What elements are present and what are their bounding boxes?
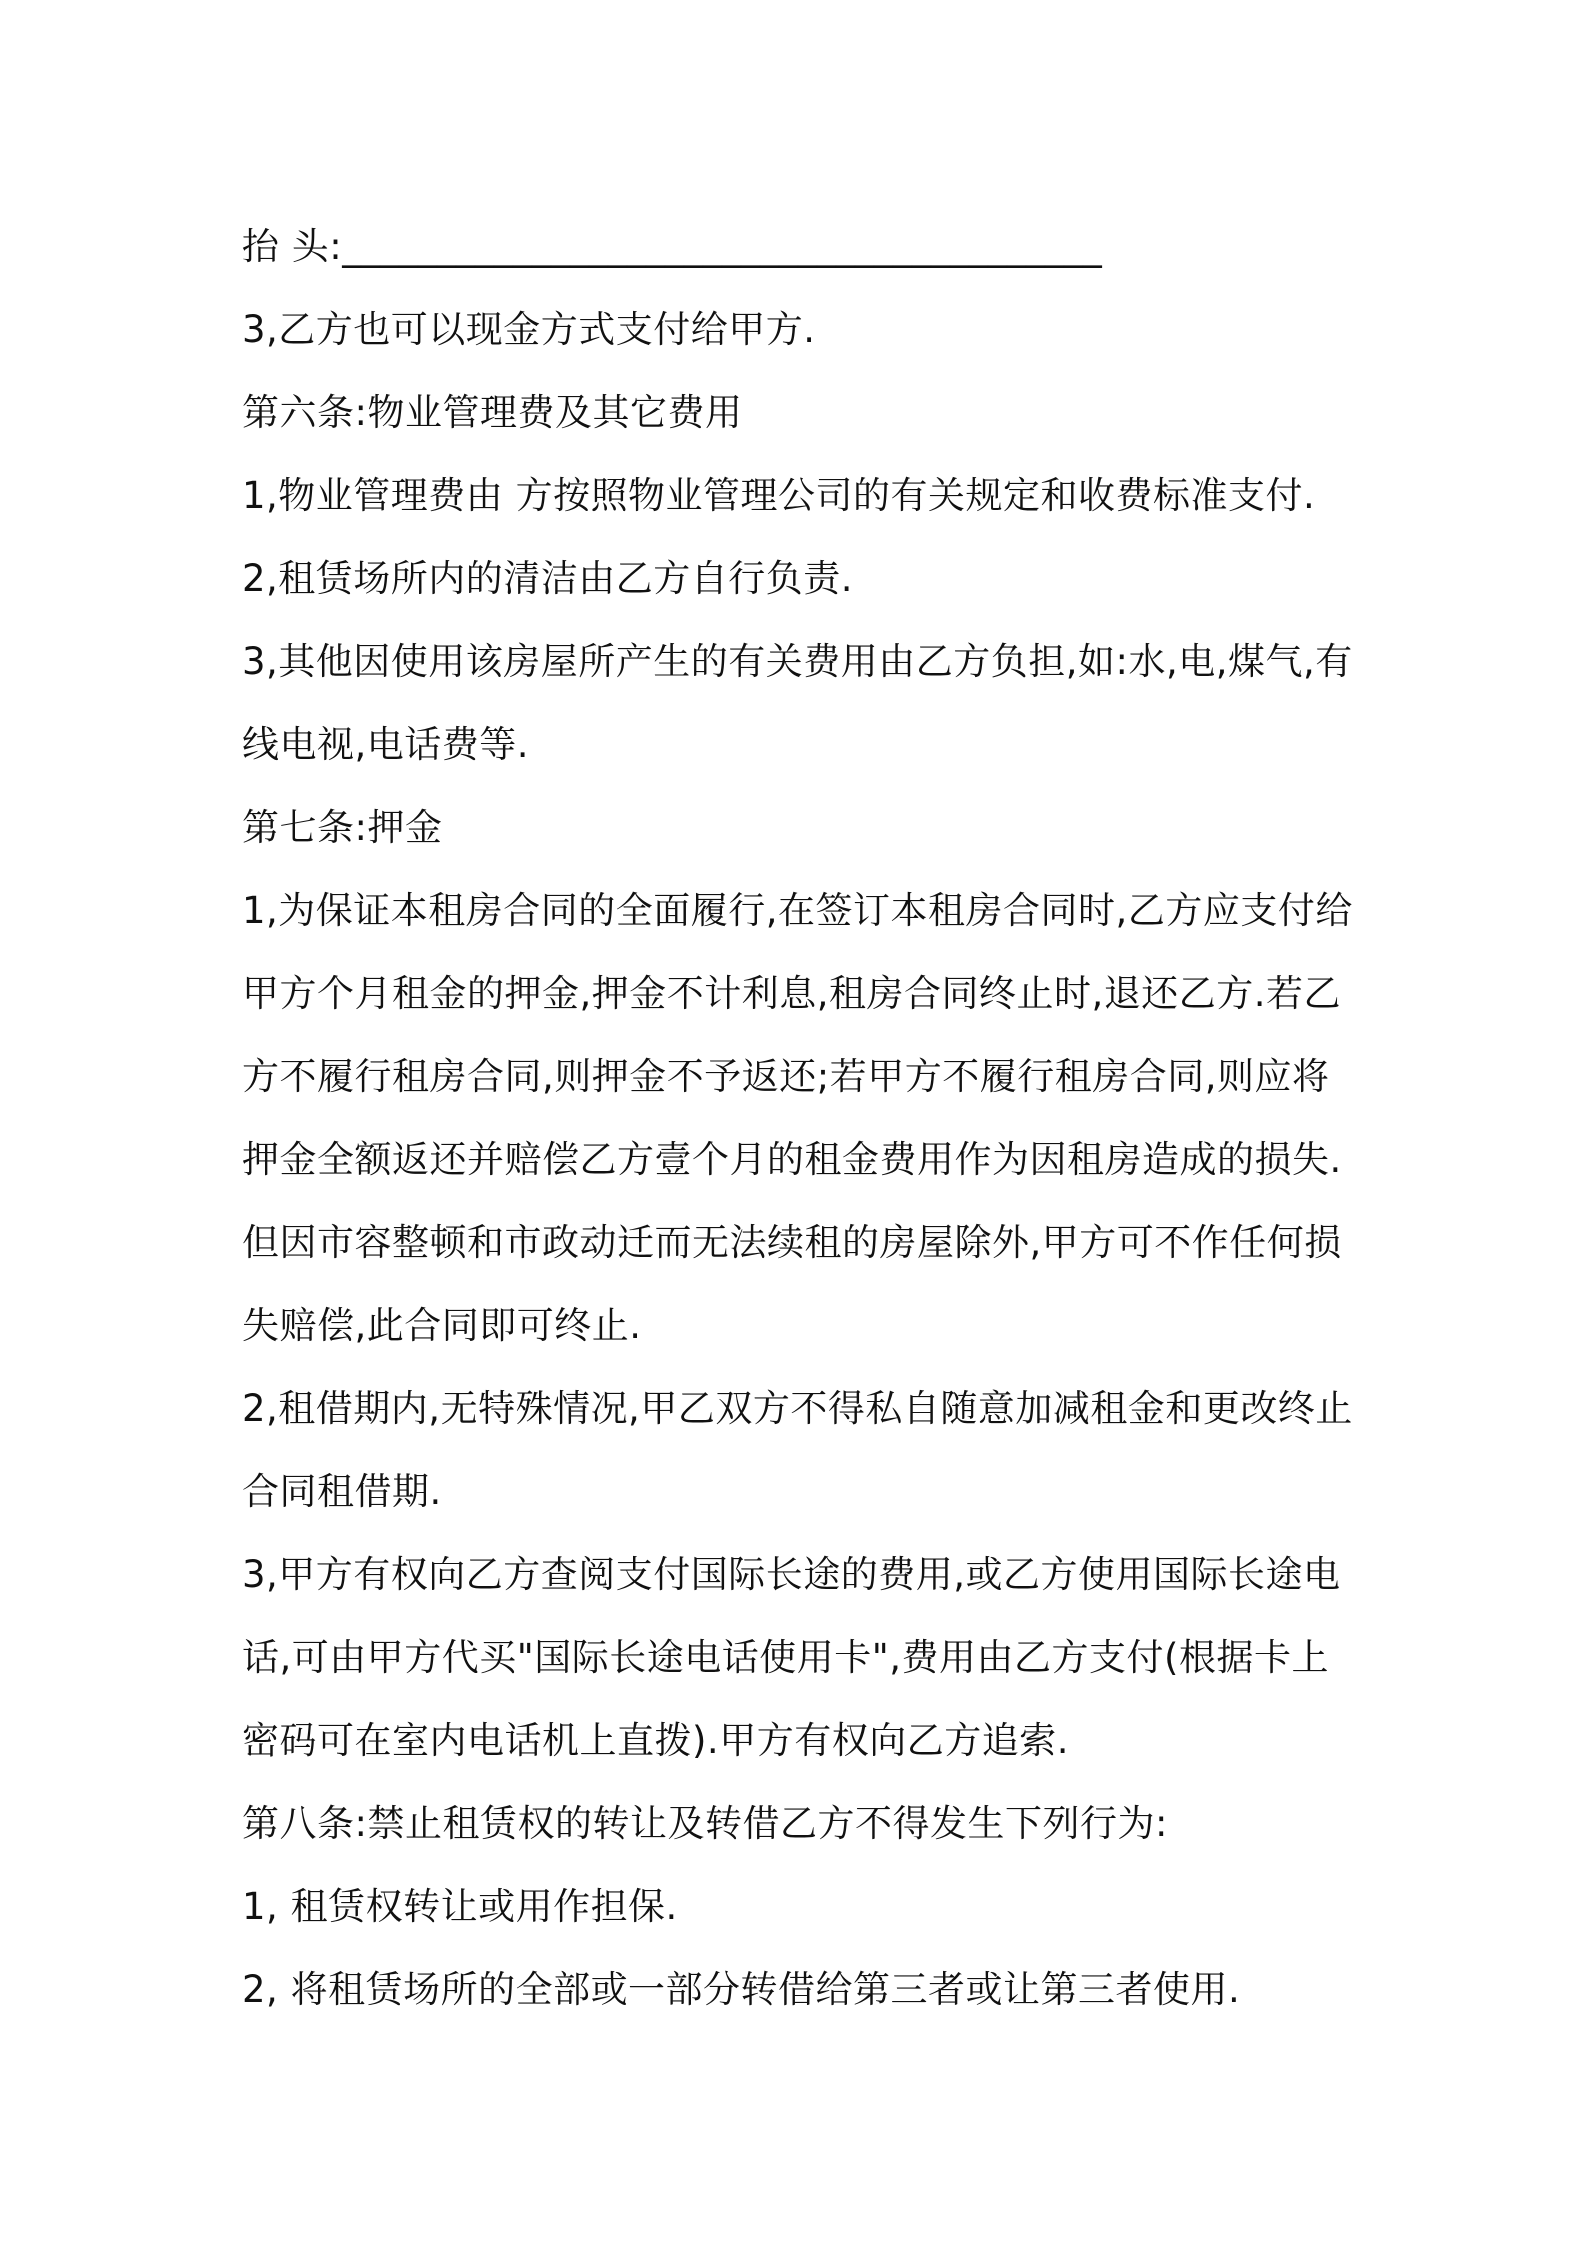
article-7-item-1-line-5: 但因市容整顿和市政动迁而无法续租的房屋除外,甲方可不作任何损 bbox=[242, 1221, 1342, 1264]
article-7-heading: 第七条:押金 bbox=[242, 806, 443, 849]
article-6-item-1: 1,物业管理费由 方按照物业管理公司的有关规定和收费标准支付. bbox=[242, 474, 1316, 517]
article-7-item-1-line-4: 押金全额返还并赔偿乙方壹个月的租金费用作为因租房造成的损失. bbox=[242, 1138, 1342, 1181]
header-line: 抬 头:________________________________________ bbox=[242, 225, 1103, 268]
article-7-item-1-line-2: 甲方个月租金的押金,押金不计利息,租房合同终止时,退还乙方.若乙 bbox=[242, 972, 1342, 1015]
article-6-heading: 第六条:物业管理费及其它费用 bbox=[242, 391, 743, 434]
article-7-item-1-line-6: 失赔偿,此合同即可终止. bbox=[242, 1304, 642, 1347]
article-7-item-2-line-2: 合同租借期. bbox=[242, 1470, 442, 1513]
article-7-item-1-line-3: 方不履行租房合同,则押金不予返还;若甲方不履行租房合同,则应将 bbox=[242, 1055, 1330, 1098]
article-6-item-2: 2,租赁场所内的清洁由乙方自行负责. bbox=[242, 557, 854, 600]
article-7-item-3-line-1: 3,甲方有权向乙方查阅支付国际长途的费用,或乙方使用国际长途电 bbox=[242, 1553, 1341, 1596]
article-8-item-1: 1, 租赁权转让或用作担保. bbox=[242, 1885, 678, 1928]
clause-5-item-3: 3,乙方也可以现金方式支付给甲方. bbox=[242, 308, 816, 351]
article-8-heading: 第八条:禁止租赁权的转让及转借乙方不得发生下列行为: bbox=[242, 1802, 1168, 1845]
article-8-item-2: 2, 将租赁场所的全部或一部分转借给第三者或让第三者使用. bbox=[242, 1968, 1241, 2011]
document-body bbox=[242, 205, 1362, 2031]
article-6-item-3-line-2: 线电视,电话费等. bbox=[242, 723, 530, 766]
article-7-item-3-line-3: 密码可在室内电话机上直拨).甲方有权向乙方追索. bbox=[242, 1719, 1069, 1762]
article-6-item-3-line-1: 3,其他因使用该房屋所产生的有关费用由乙方负担,如:水,电,煤气,有 bbox=[242, 640, 1353, 683]
article-7-item-1-line-1: 1,为保证本租房合同的全面履行,在签订本租房合同时,乙方应支付给 bbox=[242, 889, 1353, 932]
article-7-item-2-line-1: 2,租借期内,无特殊情况,甲乙双方不得私自随意加减租金和更改终止 bbox=[242, 1387, 1353, 1430]
article-7-item-3-line-2: 话,可由甲方代买"国际长途电话使用卡",费用由乙方支付(根据卡上 bbox=[242, 1636, 1329, 1679]
